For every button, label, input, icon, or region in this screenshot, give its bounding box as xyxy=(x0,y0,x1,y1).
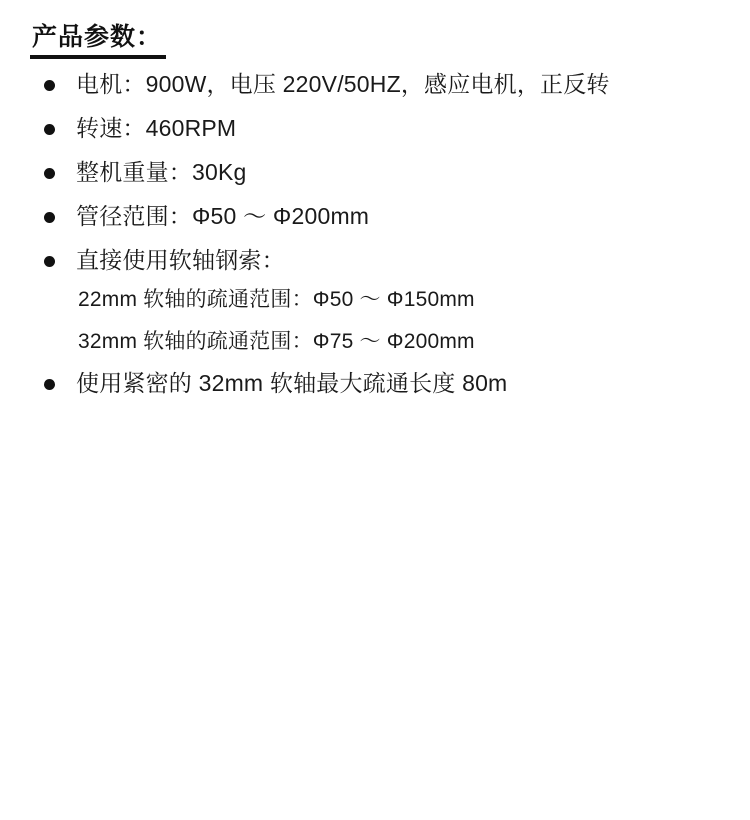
spec-item-cable-usage xyxy=(42,249,750,353)
spec-sub-line: 32mm 软轴的疏通范围：Φ75 ～ Φ200mm xyxy=(78,330,475,354)
spec-item-max-length xyxy=(42,372,750,395)
bullet-icon xyxy=(44,80,55,91)
page-title-wrap xyxy=(0,0,750,59)
spec-item-pipe-range xyxy=(42,205,750,228)
spec-item-weight xyxy=(42,161,750,184)
spec-text: 直接使用软轴钢索： xyxy=(76,247,285,274)
bullet-icon xyxy=(44,212,55,223)
spec-text: 转速：460RPM xyxy=(76,115,237,142)
product-photo xyxy=(0,470,750,820)
spec-text: 使用紧密的 32mm 软轴最大疏通长度 80m xyxy=(76,370,508,397)
spec-text: 电机：900W，电压 220V/50HZ，感应电机，正反转 xyxy=(76,71,610,98)
spec-text: 整机重量：30Kg xyxy=(76,159,247,186)
spec-list xyxy=(0,73,750,395)
bullet-icon xyxy=(44,124,55,135)
page-title: 产品参数： xyxy=(30,22,166,59)
spec-item-speed xyxy=(42,117,750,140)
product-photo-inner xyxy=(0,470,750,820)
bullet-icon xyxy=(44,256,55,267)
spec-text: 管径范围：Φ50 ～ Φ200mm xyxy=(76,203,370,230)
bullet-icon xyxy=(44,379,55,390)
spec-sub-list xyxy=(76,288,750,353)
spec-sub-line: 22mm 软轴的疏通范围：Φ50 ～ Φ150mm xyxy=(78,288,475,312)
spec-item-motor xyxy=(42,73,750,96)
bullet-icon xyxy=(44,168,55,179)
